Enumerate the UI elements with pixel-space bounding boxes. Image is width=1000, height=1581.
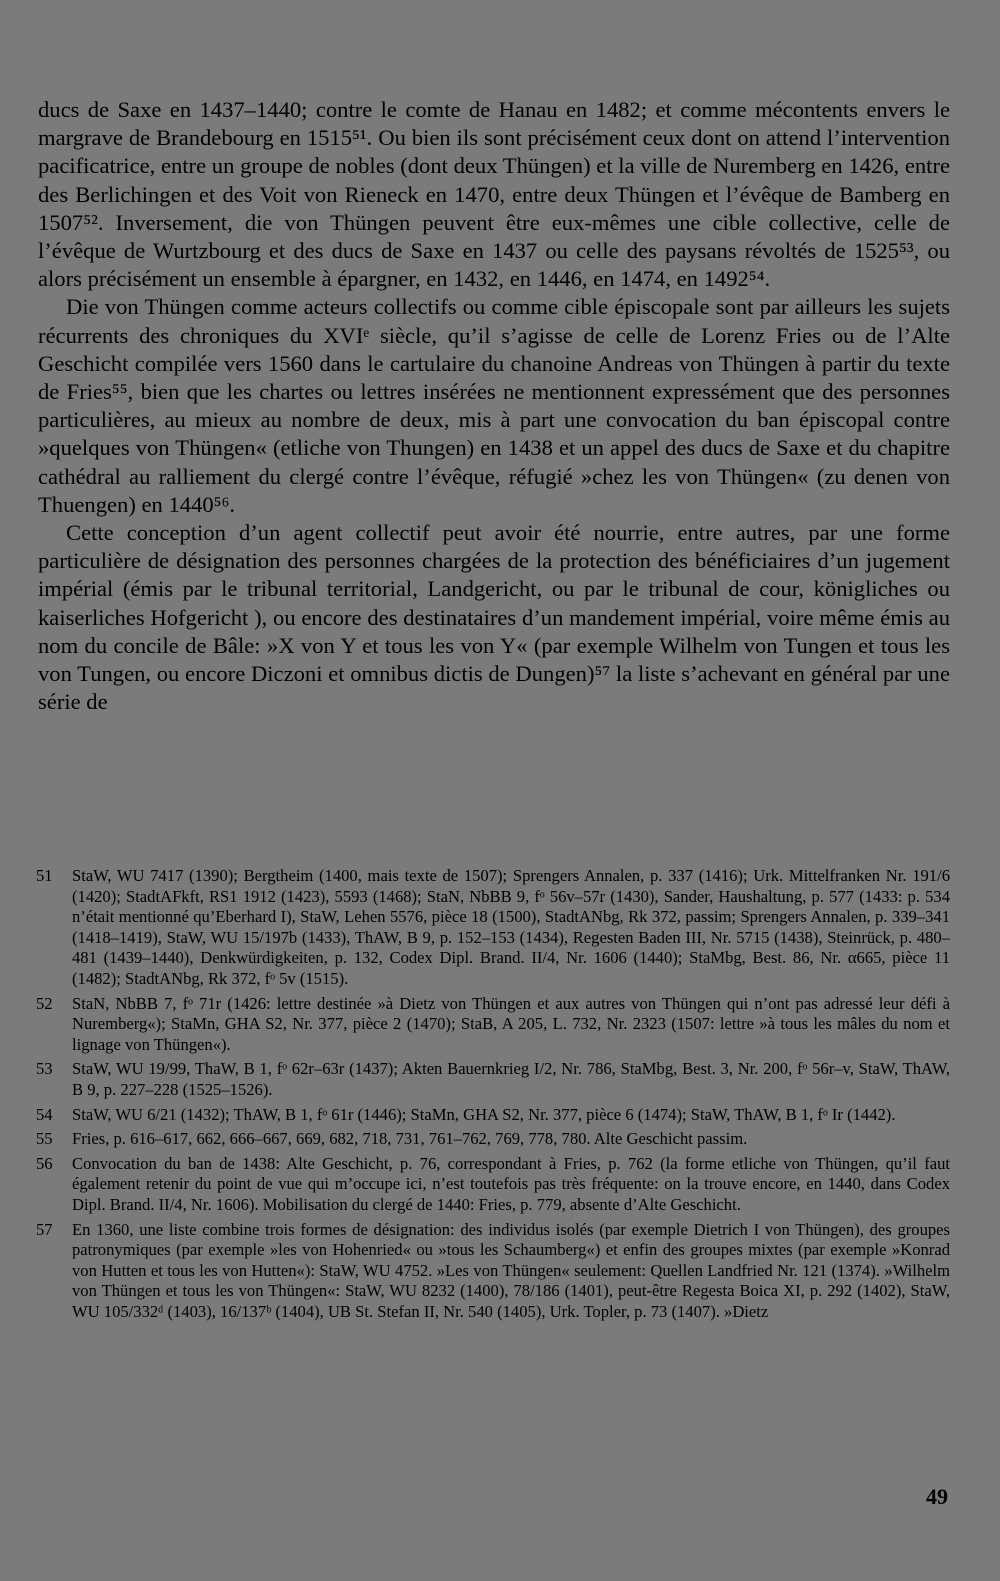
footnote-text: Convocation du ban de 1438: Alte Geschicht, p. 76, correspondant à Fries, p. 762 (la forme etliche von Thüngen, qu’il faut également retenir du point de vue qui m’occupe ici, n’est toutefois pas très fréquente: on la trouve encore, en 1440, dans Codex Dipl. Brand. II/4, Nr. 1606). Mobilisation du clergé de 1440: Fries, p. 779, absente d’Alte Geschicht. xyxy=(72,1153,950,1214)
footnote xyxy=(36,1220,950,1323)
footnote-text: En 1360, une liste combine trois formes de désignation: des individus isolés (par exemple Dietrich I von Thüngen), des groupes patronymiques (par exemple »les von Hohenried« ou »tous les Schaumberg«) et enfin des groupes mixtes (par exemple »Konrad von Hutten et tous les von Hutten«): StaW, WU 4752. »Les von Thüngen« seulement: Quellen Landfried Nr. 121 (1374). »Wilhelm von Thüngen et tous les von Thüngen«: StaW, WU 8232 (1400), 78/186 (1401), peut-être Regesta Boica XI, p. 292 (1402), StaW, WU 105/332ᵈ (1403), 16/137ᵇ (1404), UB St. Stefan II, Nr. 540 (1405), Urk. Topler, p. 73 (1407). »Dietz xyxy=(72,1219,950,1321)
footnote-number: 55 xyxy=(36,1129,53,1149)
footnote-text: StaW, WU 7417 (1390); Bergtheim (1400, mais texte de 1507); Sprengers Annalen, p. 337 (1416); Urk. Mittelfranken Nr. 191/6 (1420); StadtAFkft, RS1 1912 (1423), 5593 (1468); StaN, NbBB 9, fᵒ 56v–57r (1430), Sander, Haushaltung, p. 577 (1433: p. 534 n’était mentionné qu’Eberhard I), StaW, Lehen 5576, pièce 18 (1500), StadtANbg, Rk 372, passim; Sprengers Annalen, p. 339–341 (1418–1419), StaW, WU 15/197b (1433), ThAW, B 9, p. 152–153 (1434), Regesten Baden III, Nr. 5715 (1438), Steinrück, p. 480–481 (1439–1440), Denkwürdigkeiten, p. 132, Codex Dipl. Brand. II/4, Nr. 1606 (1440); StaMbg, Best. 86, Nr. α665, pièce 11 (1482); StadtANbg, Rk 372, fᵒ 5v (1515). xyxy=(72,866,950,988)
footnote-number: 52 xyxy=(36,993,53,1013)
footnote xyxy=(36,994,950,1056)
footnote xyxy=(36,1154,950,1216)
paragraph-1: ducs de Saxe en 1437–1440; contre le comte de Hanau en 1482; et comme mécontents envers le margrave de Brandebourg en 1515⁵¹. Ou bien ils sont précisément ceux dont on attend l’intervention pacificatrice, entre un groupe de nobles (dont deux Thüngen) et la ville de Nuremberg en 1426, entre des Berlichingen et des Voit von Rieneck en 1470, entre deux Thüngen et l’évêque de Bamberg en 1507⁵². Inversement, die von Thüngen peuvent être eux-mêmes une cible collective, celle de l’évêque de Wurtzbourg et des ducs de Saxe en 1437 ou celle des paysans révoltés de 1525⁵³, ou alors précisément un ensemble à épargner, en 1432, en 1446, en 1474, en 1492⁵⁴. xyxy=(38,97,950,292)
footnote xyxy=(36,1059,950,1100)
footnote-number: 51 xyxy=(36,866,53,885)
footnote xyxy=(36,1129,950,1150)
footnote-number: 53 xyxy=(36,1059,53,1079)
footnote-number: 56 xyxy=(36,1153,53,1173)
footnote xyxy=(36,866,950,990)
footnotes xyxy=(36,866,950,1326)
footnote-number: 54 xyxy=(36,1104,53,1124)
paragraph-2: Die von Thüngen comme acteurs collectifs ou comme cible épiscopale sont par ailleurs les sujets récurrents des chroniques du XVIᵉ siècle, qu’il s’agisse de celle de Lorenz Fries ou de l’Alte Geschicht compilée vers 1560 dans le cartulaire du chanoine Andreas von Thüngen à partir du texte de Fries⁵⁵, bien que les chartes ou lettres insérées ne mentionnent expressément que des personnes particulières, au mieux au nombre de deux, mis à part une convocation du ban épiscopal contre »quelques von Thüngen« (etliche von Thungen) en 1438 et un appel des ducs de Saxe et du chapitre cathédral au ralliement du clergé contre l’évêque, réfugié »chez les von Thüngen« (zu denen von Thuengen) en 1440⁵⁶. xyxy=(38,294,950,517)
footnote-number: 57 xyxy=(36,1219,53,1239)
footnote-text: Fries, p. 616–617, 662, 666–667, 669, 682, 718, 731, 761–762, 769, 778, 780. Alte Geschicht passim. xyxy=(72,1129,748,1149)
paragraph-3: Cette conception d’un agent collectif peut avoir été nourrie, entre autres, par une forme particulière de désignation des personnes chargées de la protection des bénéficiaires d’un jugement impérial (émis par le tribunal territorial, Landgericht, ou par le tribunal de cour, königliches ou kaiserliches Hofgericht ), ou encore des destinataires d’un mandement impérial, voire même émis au nom du concile de Bâle: »X von Y et tous les von Y« (par exemple Wilhelm von Tungen et tous les von Tungen, ou encore Diczoni et omnibus dictis de Dungen)⁵⁷ la liste s’achevant en général par une série de xyxy=(38,520,950,715)
footnote xyxy=(36,1105,950,1126)
footnote-text: StaN, NbBB 7, fᵒ 71r (1426: lettre destinée »à Dietz von Thüngen et aux autres von Thüngen qui n’ont pas adressé leur défi à Nuremberg«); StaMn, GHA S2, Nr. 377, pièce 2 (1470); StaB, A 205, L. 732, Nr. 2323 (1507: lettre »à tous les mâles du nom et lignage von Thüngen«). xyxy=(72,993,950,1054)
page-number: 49 xyxy=(926,1484,948,1509)
footnote-text: StaW, WU 6/21 (1432); ThAW, B 1, fᵒ 61r (1446); StaMn, GHA S2, Nr. 377, pièce 6 (1474); StaW, ThAW, B 1, fᵒ Ir (1442). xyxy=(72,1104,896,1124)
footnote-text: StaW, WU 19/99, ThaW, B 1, fᵒ 62r–63r (1437); Akten Bauernkrieg I/2, Nr. 786, StaMbg, Best. 3, Nr. 200, fᵒ 56r–v, StaW, ThAW, B 9, p. 227–228 (1525–1526). xyxy=(72,1059,950,1099)
main-text xyxy=(38,96,950,716)
